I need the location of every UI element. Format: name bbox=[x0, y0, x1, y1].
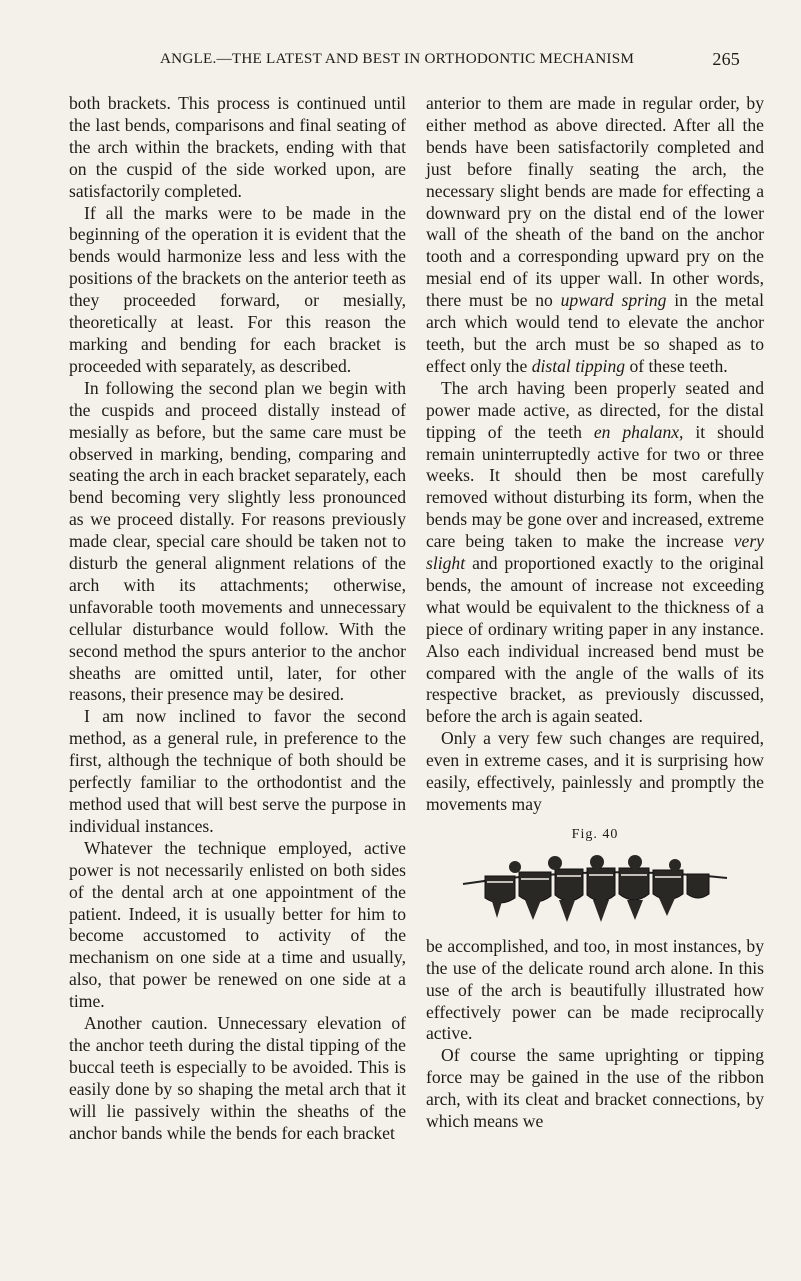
paragraph: Whatever the technique employed, active power is not necessarily enlisted on both sides of the dental arch at one appointment of the patient. Indeed, it is usually better for him to become accustomed to activity of the mechanism on one side at a time and usually, also, that power be renewed on one side at a time. bbox=[69, 837, 406, 1012]
dental-arch-illustration bbox=[455, 854, 735, 924]
paragraph: Only a very few such changes are required, even in extreme cases, and it is surprising how easily, effectively, painlessly and promptly the movements may bbox=[426, 728, 764, 814]
paragraph: Of course the same uprighting or tipping force may be gained in the use of the ribbon arch, with its cleat and bracket connections, by which means we bbox=[426, 1045, 764, 1132]
paragraph: In following the second plan we begin with the cuspids and proceed distally instead of mesially as before, but the same care must be observed in marking, bending, comparing and seating the arch in each bracket separately, each bend becoming very slightly less pronounced as we proceed distally. For reasons previously made clear, special care should be taken not to disturb the general alignment relations of the arch with its attachments; otherwise, unfavorable tooth movements and unnecessary cellular disturbance would follow. With the second method the spurs anterior to the anchor sheaths are omitted until, later, for other reasons, their presence may be desired. bbox=[69, 377, 406, 705]
paragraph: be accomplished, and too, in most instances, by the use of the delicate round arch alone. In this use of the arch is beautifully illustrated how effectively power can be made reciprocally active. bbox=[426, 935, 764, 1044]
paragraph: both brackets. This process is continued until the last bends, comparisons and final seating of the arch within the brackets, ending with that on the cuspid of the side worked upon, are satisfactorily completed. bbox=[69, 93, 406, 201]
right-column bbox=[426, 93, 764, 1133]
emphasis: distal tipping bbox=[531, 355, 626, 376]
left-column bbox=[69, 93, 406, 1145]
emphasis: very slight bbox=[426, 531, 764, 574]
figure-label: Fig. 40 bbox=[571, 826, 619, 842]
paragraph: The arch having been properly seated and power made active, as directed, for the distal tipping of the teeth en phalanx, it should remain uninterruptedly active for two or three weeks. It should then be most carefully removed without disturbing its form, when the bends may be gone over and increased, extreme care being taken to make the increase very slight and proportioned exactly to the original bends, the amount of increase not exceeding what would be equivalent to the thickness of a piece of ordinary writing paper in any instance. Also each individual increased bend must be compared with the angle of the walls of its respective bracket, as previously discussed, before the arch is again seated. bbox=[426, 377, 764, 727]
paragraph: If all the marks were to be made in the beginning of the operation it is evident that the bends would harmonize less and less with the positions of the brackets on the anterior teeth as they proceeded forward, or mesially, theoretically at least. For this reason the marking and bending for each bracket is proceeded with separately, as described. bbox=[69, 202, 406, 376]
emphasis: upward spring bbox=[560, 290, 667, 311]
paragraph: anterior to them are made in regular order, by either method as above directed. After all the bends have been satisfactorily completed and just before finally seating the arch, the necessary slight bends are made for effecting a downward pry on the distal end of the lower wall of the sheath of the band on the anchor tooth and a corresponding upward pry on the mesial end of its upper wall. In other words, there must be no upward spring in the metal arch which would tend to elevate the anchor teeth, but the arch must be so shaped as to effect only the distal tipping of these teeth. bbox=[426, 93, 764, 376]
paragraph: I am now inclined to favor the second method, as a general rule, in preference to the first, although the technique of both should be perfectly familiar to the orthodontist and the method used that will best serve the purpose in individual instances. bbox=[69, 706, 406, 836]
running-title: ANGLE.—THE LATEST AND BEST IN ORTHODONTIC MECHANISM bbox=[160, 50, 635, 67]
running-header bbox=[160, 50, 740, 68]
page-number: 265 bbox=[712, 49, 740, 69]
paragraph: Another caution. Unnecessary elevation of the anchor teeth during the distal tipping of the buccal teeth is especially to be avoided. This is easily done by so shaping the metal arch that it will lie passively within the sheaths of the anchor bands while the bends for each bracket bbox=[69, 1013, 406, 1143]
emphasis: en phalanx, bbox=[593, 421, 684, 442]
figure-40 bbox=[426, 824, 764, 924]
